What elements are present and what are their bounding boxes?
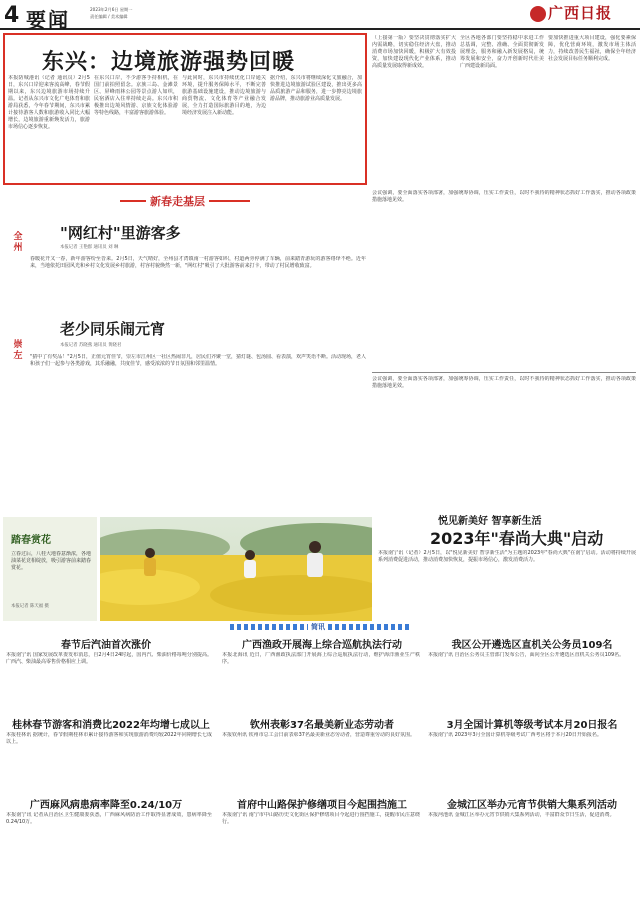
brief-title-5: 钦州表彰37名最美新业态劳动者 [250,720,394,731]
person-2-icon [244,550,256,578]
header-meta [90,6,320,20]
feature-body: 本报南宁讯（记者）2月5日，以"悦见新美好 智享新生活"为主题的2023年"春尚大典"在南宁启动。活动将持续开展系列消费促进活动，推动消费加快恢复，提振市场信心，激发消费活力。 [378,550,636,563]
lead-column-2: 在东兴口岸，不少游客手持相机，在国门前拍照留念。京族三岛、金滩景区、屏峰雨林公园等景点游人如织，民宿酒店入住率持续走高。东兴市积极推出边境风情游、京族文化体验游等特色线路，丰富游客旅游体验。 [94,75,178,116]
story1-body: 春暖花开又一春，新年游客纷至沓来。2月5日，天气晴好，全州县才湾镇南一村游客如织，村道两旁停满了车辆，前来踏青游玩的游客络绎不绝。近年来，当地依托田园风光和乡村文化发展乡村旅游，村容村貌焕然一新，"网红村"吸引了大批游客前来打卡，带动了村民增收致富。 [30,256,366,269]
photo-credit: 本报记者 陈天福 摄 [11,604,49,609]
brief-title-4: 广西渔政开展海上综合巡航执法行动 [242,640,402,651]
brief-body-1: 本报南宁讯 国家发展改革委发布消息，自2月4日24时起，国内汽、柴油价格每吨分别提高。广西汽、柴油最高零售价格相应上调。 [6,652,212,665]
briefs-divider-label: 简讯 [308,622,328,632]
feature-kicker: 悦见新美好 智享新生活 [438,516,542,527]
brief-body-6: 本报南宁讯 南宁市中山路历史文化街区保护修缮项目今起进行围挡施工，提醒市民注意绕行。 [222,812,420,825]
section-title: 要闻 [26,8,70,32]
rapeseed-field-illustration [100,517,372,621]
story2-byline: 本报记者 苏晓燕 通讯员 黄晓君 [60,343,122,348]
right-column-c: 要加快推进重大项目建设，强化要素保障，优化营商环境，激发市场主体活力，持续改善民生福祉，确保全年经济社会发展目标任务顺利完成。 [548,35,636,62]
header-date: 2023年2月6日 星期一 [90,7,133,12]
brief-title-7: 我区公开遴选区直机关公务员109名 [451,640,613,651]
brief-title-2: 桂林春节游客和消费比2022年均增七成以上 [12,720,210,731]
brief-body-3: 本报南宁讯 记者从自治区卫生健康委获悉，广西麻风病防治工作取得显著成效，患病率降至0.24/10万。 [6,812,212,825]
brief-body-4: 本报北海讯 近日，广西渔政执法部门开展海上综合巡航执法行动，维护海洋渔业生产秩序。 [222,652,420,665]
brief-title-1: 春节后汽油首次涨价 [61,640,151,651]
photo-caption-text: 立春过后，八桂大地春意渐浓，各地油菜花竞相绽放，吸引游客前来踏春赏花。 [11,551,91,571]
newspaper-name: 广西日报 [548,4,613,22]
banner-label: 新春走基层 [146,193,209,209]
lead-headline: 东兴：边境旅游强势回暖 [42,50,296,75]
story1-headline: "网红村"里游客多 [60,224,181,242]
brief-body-7: 本报南宁讯 自治区公务员主管部门发布公告，面向全区公开遴选区直机关公务员109名。 [428,652,625,658]
newspaper-logo-icon [530,6,546,22]
brief-body-2: 本报桂林讯 据统计，春节假期桂林市累计接待游客和实现旅游消费均较2022年同期增长七成以上。 [6,732,212,745]
right-column-b: 全区各地各部门要坚持稳中求进工作总基调，完整、准确、全面贯彻新发展理念，服务和融入新发展格局，统筹发展和安全，奋力开创新时代壮美广西建设新局面。 [460,35,544,69]
page-number: 4 [4,3,20,28]
brief-title-9: 金城江区举办元宵节供销大集系列活动 [447,800,617,811]
brief-body-5: 本报钦州讯 钦州市总工会日前表彰37名最美新业态劳动者，营造尊重劳动的良好氛围。 [222,732,415,738]
brief-title-6: 首府中山路保护修缮项目今起围挡施工 [237,800,407,811]
spring-grassroots-banner [120,190,250,212]
county-tag-chongzuo: 崇左 [13,340,23,361]
right-column-a: （上接第一版）要坚决贯彻落实扩大内需战略，切实稳住经济大盘，推动消费市场加快回暖，积极扩大有效投资，加快建设现代化产业体系，推动高质量发展取得新成效。 [372,35,456,69]
header-editors: 责任编辑 / 美术编辑 [90,14,128,19]
briefs-divider [0,622,640,632]
person-3-icon [307,541,323,577]
divider [372,372,636,373]
county-tag-quanzhou: 全州 [13,232,23,253]
lead-column-3: 与此同时，东兴市持续优化口岸通关环境，提升服务保障水平，不断完善旅游基础设施建设，推动边境旅游与商贸物流、文化体育等产业融合发展，全力打造国际旅游目的地，为边境经济发展注入新动能。 [182,75,266,116]
brief-title-3: 广西麻风病患病率降至0.24/10万 [29,800,183,811]
story1-byline: 本报记者 王艳群 通讯员 刘 琳 [60,245,119,250]
right-column-e: 会议强调，要全面落实各项部署，加强统筹协调，压实工作责任，以时不我待的精神状态抓好工作落实，推动各项政策措施落地见效。 [372,376,636,389]
lead-column-4: 据介绍，东兴市将继续深化文旅融合，加快推进边境旅游试验区建设，推出更多高品质旅游产品和服务，进一步擦亮边境旅游品牌，推动旅游业高质量发展。 [270,75,362,102]
masthead [0,0,640,30]
feature-headline: 2023年"春尚大典"启动 [430,529,604,548]
story2-body: "猜中了有奖品！"2月5日，正值元宵佳节，崇左市江州区一社区热闹非凡，居民们齐聚一堂，猜灯谜、包汤圆、看表演，欢声笑语不断。活动现场，老人和孩子们一起参与各类游戏，其乐融融，共度佳节，感受浓浓的节日氛围和邻里温情。 [30,354,366,367]
right-column-d: 会议强调，要全面落实各项部署，加强统筹协调，压实工作责任，以时不我待的精神状态抓好工作落实，推动各项政策措施落地见效。 [372,190,636,203]
photo-caption-box [3,517,97,621]
brief-title-8: 3月全国计算机等级考试本月20日报名 [446,720,618,731]
person-1-icon [144,548,156,576]
story2-headline: 老少同乐闹元宵 [60,320,166,338]
rapeseed-field-photo [100,517,372,621]
brief-body-9: 本报河池讯 金城江区举办元宵节供销大集系列活动，丰富群众节日生活，促进消费。 [428,812,615,818]
brief-body-8: 本报南宁讯 2023年3月全国计算机等级考试广西考区将于本月20日开始报名。 [428,732,602,738]
photo-caption-title: 踏春赏花 [11,535,51,546]
lead-column-1: 本报防城港讯（记者 通讯员）2月5日，东兴口岸迎来客流高峰，春节假期以来，东兴边境旅游市场持续升温。记者从东兴市文化广电体育和旅游局获悉，今年春节期间，东兴市累计接待游客人数和旅游收入同比大幅增长，边境旅游重新焕发活力，旅游市场信心逐步恢复。 [8,75,90,130]
